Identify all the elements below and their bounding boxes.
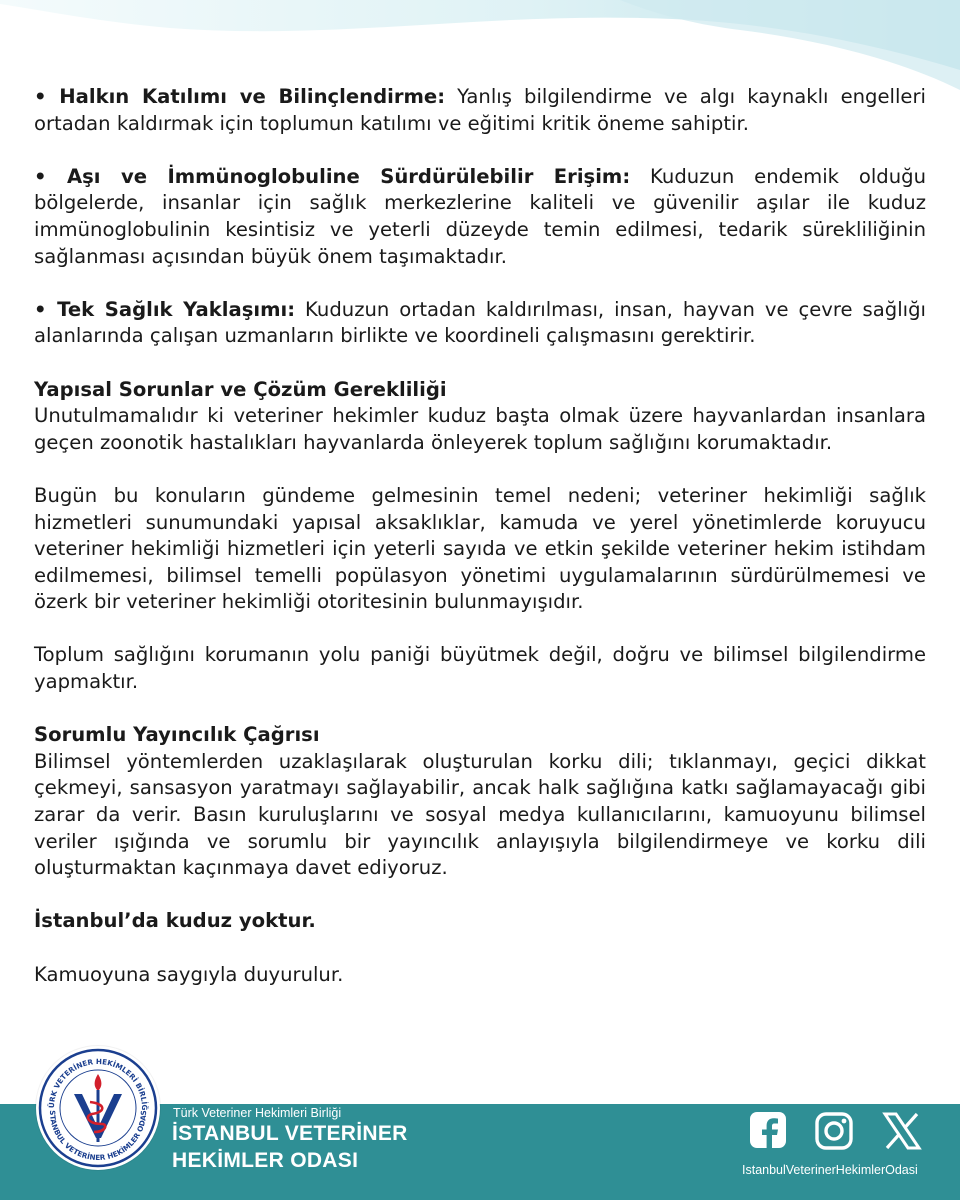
paragraph-public-participation: [34, 84, 926, 137]
section-responsible-publishing: [34, 722, 926, 882]
paragraph-text: Unutulmamalıdır ki veteriner hekimler kuduz başta olmak üzere hayvanlardan insanlara geçen zoonotik hastalıkları hayvanlarda önleyerek toplum sağlığını korumaktadır.: [34, 404, 926, 454]
paragraph-one-health: [34, 297, 926, 350]
bullet-label: • Tek Sağlık Yaklaşımı:: [34, 297, 296, 321]
bullet-label: • Aşı ve İmmünoglobuline Sürdürülebilir Erişim:: [34, 164, 631, 188]
org-parent-name: Türk Veteriner Hekimleri Birliği: [173, 1106, 342, 1120]
logo-ring-top-text: ÜRK VETERİNER HEKİMLERİ BİRLİĞ: [46, 1056, 150, 1111]
section-heading: Yapısal Sorunlar ve Çözüm Gerekliliği: [34, 377, 447, 401]
logo-ring-bottom-text: STANBUL VETERİNER HEKİMLER ODAS: [47, 1110, 149, 1163]
paragraph-root-causes: Bugün bu konuların gündeme gelmesinin temel nedeni; veteriner hekimliği sağlık hizmetleri sunumundaki yapısal aksaklıklar, kamuda ve yerel yönetimlerde koruyucu veteriner hekimliği hizmetleri için yeterli sayıda ve etkin şekilde veteriner hekim istihdam edilmemesi, bilimsel temelli popülasyon yönetimi uygulamalarının sürdürülmemesi ve özerk bir veteriner hekimliği otoritesinin bulunmayışıdır.: [34, 483, 926, 614]
announcement-body: [34, 84, 926, 988]
paragraph-text: Kuduzun endemik olduğu bölgelerde, insanlar için sağlık merkezlerine kaliteli ve güvenilir aşılar ile kuduz immünoglobulinin kesintisiz ve yeterli düzeyde temin edilmesi, tedarik sürekliliğinin sağlanması açısından büyük önem taşımaktadır.: [34, 164, 926, 268]
paragraph-text: Bilimsel yöntemlerden uzaklaşılarak oluşturulan korku dili; tıklanmayı, geçici dikkat çekmeyi, sansasyon yaratmayı sağlayabilir, ancak halk sağlığına katkı sağlamayacağı gibi zarar da verir. Basın kuruluşlarını ve sosyal medya kullanıcılarını, kamuoyunu bilimsel veriler ışığında ve sorumlu bir yayıncılık anlayışıyla bilgilendirmeye ve korku dili oluşturmaktan kaçınmaya davet ediyoruz.: [34, 749, 926, 880]
org-logo: [36, 1046, 160, 1170]
facebook-icon[interactable]: [748, 1110, 792, 1154]
paragraph-vaccine-access: [34, 164, 926, 270]
statement-no-rabies: [34, 908, 926, 935]
logo-emblem-icon: [36, 1046, 160, 1170]
instagram-icon[interactable]: [813, 1110, 857, 1154]
paragraph-public-health: Toplum sağlığını korumanın yolu paniği büyütmek değil, doğru ve bilimsel bilgilendirme yapmaktır.: [34, 643, 926, 694]
x-icon[interactable]: [881, 1110, 925, 1154]
bullet-label: • Halkın Katılımı ve Bilinçlendirme:: [34, 85, 446, 108]
closing-line: Kamuoyuna saygıyla duyurulur.: [34, 962, 344, 986]
paragraph-text: Yanlış bilgilendirme ve algı kaynaklı engelleri ortadan kaldırmak için toplumun katılımı ve eğitimi kritik öneme sahiptir.: [34, 85, 926, 135]
statement-text: İstanbul’da kuduz yoktur.: [34, 909, 316, 933]
org-name-line2: HEKİMLER ODASI: [172, 1149, 359, 1172]
paragraph-text: Kuduzun ortadan kaldırılması, insan, hayvan ve çevre sağlığı alanlarında çalışan uzmanların birlikte ve koordineli çalışmasını gerektirir.: [34, 297, 926, 348]
org-name-line1: İSTANBUL VETERİNER: [172, 1122, 408, 1145]
section-structural-problems: [34, 377, 926, 457]
social-handle[interactable]: IstanbulVeterinerHekimlerOdasi: [742, 1163, 918, 1177]
section-heading: Sorumlu Yayıncılık Çağrısı: [34, 723, 320, 747]
